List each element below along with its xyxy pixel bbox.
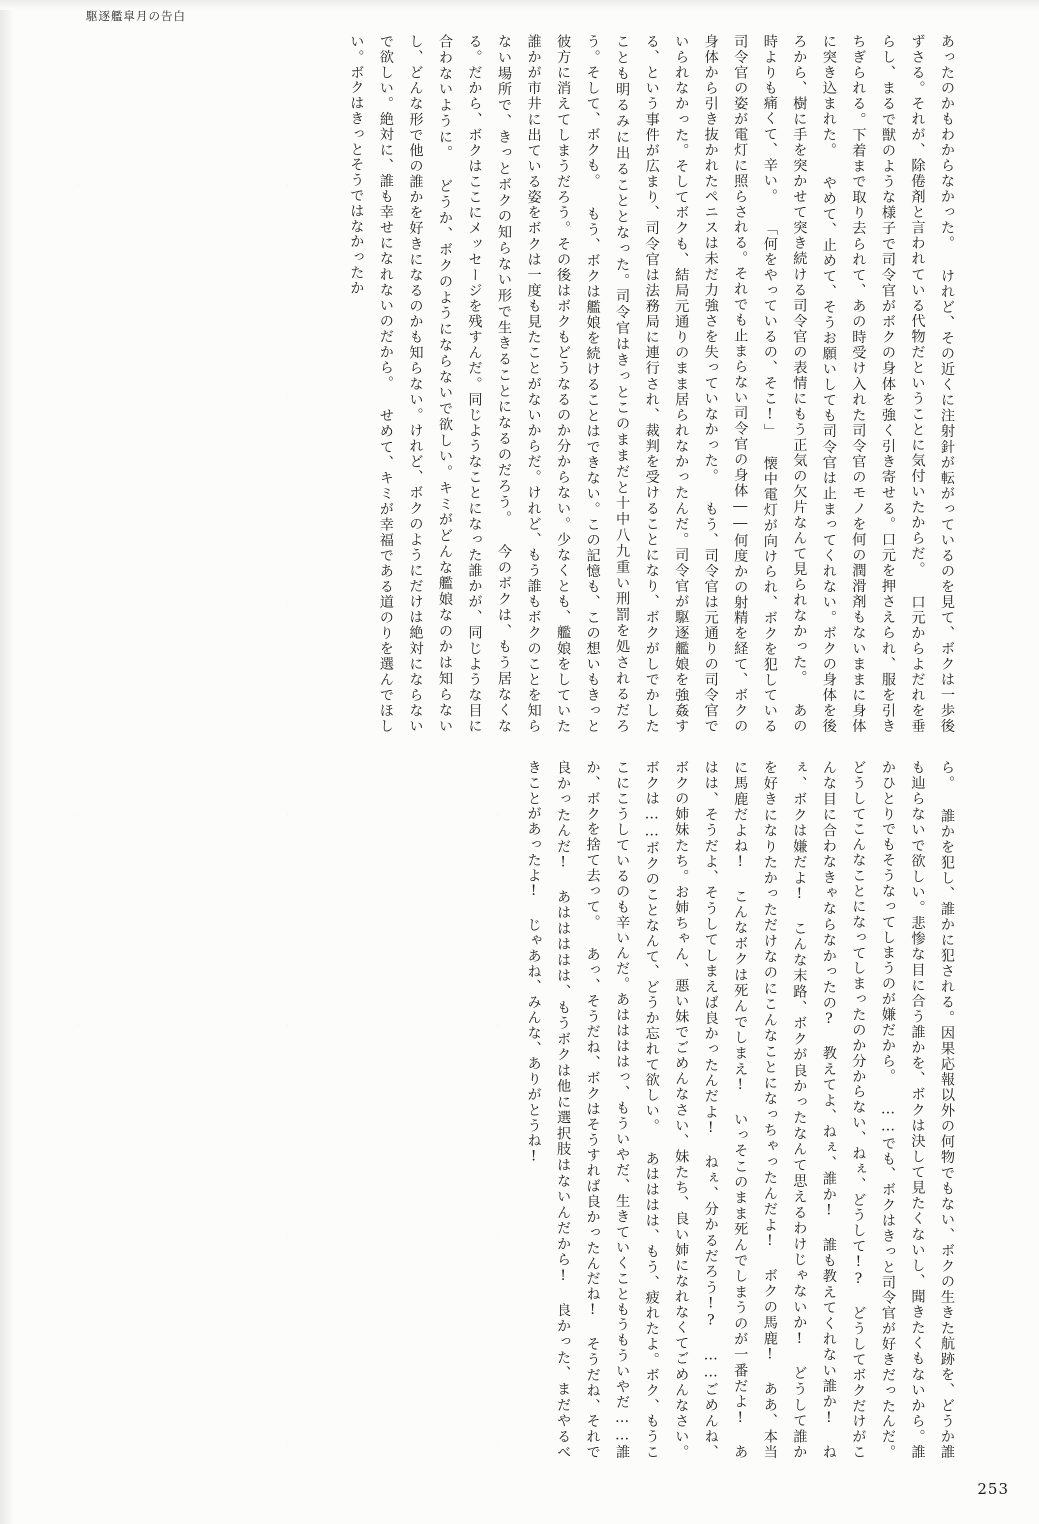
body-text-lower: ら。 誰かを犯し、誰かに犯される。因果応報以外の何物でもない、ボクの生きた航跡を、どうか誰も辿らないで欲しい。悲惨な目に合う誰かを、ボクは決して見たくないし、聞きたくもないから。誰かひとりでもそうなってしまうのが嫌だから。 ……でも、ボクはきっと司令官が好きだったんだ。 どうしてこんなことになってしまったのか分からない、ねぇ、どうして!? どうしてボクだけがこんな目に合わなきゃならなかったの? 教えてよ、ねぇ、誰か! 誰も教えてくれない誰か! ねぇ、ボクは嫌だよ! こんな末路、ボクが良かったなんて思えるわけじゃないか! どうして誰かを好きになりたかっただけなのにこんなことになっちゃったんだよ! ボクの馬鹿! ああ、本当に馬鹿だよね! こんなボクは死んでしまえ! いっそこのまま死んでしまうのが一番だよ! あはは、そうだよ、そうしてしまえば良かったんだよ! ねぇ、分かるだろう!? ……ごめんね、ボクの姉妹たち。お姉ちゃん、悪い妹でごめんなさい、妹たち、良い姉になれなくてごめんなさい。ボクは……ボクのことなんて、どうか忘れて欲しい。 あはははは、もう、疲れたよ。ボク、もうここにこうしているのも辛いんだ。あははははっ、もういやだ、生きていくこともうもういやだ……誰か、ボクを捨て去って。 あっ、そうだね、ボクはそうすれば良かったんだね! そうだね、それで良かったんだ! あははははは、もうボクは他に選択肢はないんだから! 良かった、まだやるべきことがあったよ! じゃあね、みんな、ありがとうね! [525, 760, 955, 1460]
page-edge-shadow-left [0, 0, 14, 1524]
running-head: 駆逐艦皐月の告白 [86, 9, 186, 23]
page-number: 253 [977, 1480, 1009, 1498]
body-text-upper: あったのかもわからなかった。 けれど、その近くに注射針が転がっているのを見て、ボクは一歩後ずさる。それが、除倦剤と言われている代物だということに気付いたからだ。 口元からよだれを垂らし、まるで獣のような様子で司令官がボクの身体を強く引き寄せる。口元を押さえられ、服を引きちぎられる。下着まで取り去られて、あの時受け入れた司令官のモノを何の潤滑剤もないままに身体に突き込まれた。 やめて、止めて、そうお願いしても司令官は止まってくれない。ボクの身体を後ろから、樹に手を突かせて突き続ける司令官の表情にもう正気の欠片なんて見られなかった。 あの時よりも痛くて、辛い。 「何をやっているの、そこ!」 懐中電灯が向けられ、ボクを犯している司令官の姿が電灯に照らされる。それでも止まらない司令官の身体――何度かの射精を経て、ボクの身体から引き抜かれたペニスは未だ力強さを失っていなかった。 もう、司令官は元通りの司令官でいられなかった。そしてボクも、結局元通りのまま居られなかったんだ。司令官が駆逐艦娘を強姦する、という事件が広まり、司令官は法務局に連行され、裁判を受けることになり、ボクがしでかしたことも明るみに出ることとなった。司令官はきっとこのままだと十中八九重い刑罰を処されるだろう。そして、ボクも。 もう、ボクは艦娘を続けることはできない。この記憶も、この想いもきっと彼方に消えてしまうだろう。その後はボクもどうなるのか分からない。少なくとも、艦娘をしていた誰かが市井に出ている姿をボクは一度も見たことがないからだ。けれど、もう誰もボクのことを知らない場所で、きっとボクの知らない形で生きることになるのだろう。 今のボクは、もう居なくなる。だから、ボクはここにメッセージを残すんだ。同じようなことになった誰かが、同じような目に合わないように。 どうか、ボクのようにならないで欲しい。キミがどんな艦娘なのかは知らないし、どんな形で他の誰かを好きになるのかも知らない。けれど、ボクのようにだけは絶対にならないで欲しい。絶対に、誰も幸せになれないのだから。 せめて、キミが幸福である道のりを選んでほしい。ボクはきっとそうではなかったか [348, 34, 955, 734]
